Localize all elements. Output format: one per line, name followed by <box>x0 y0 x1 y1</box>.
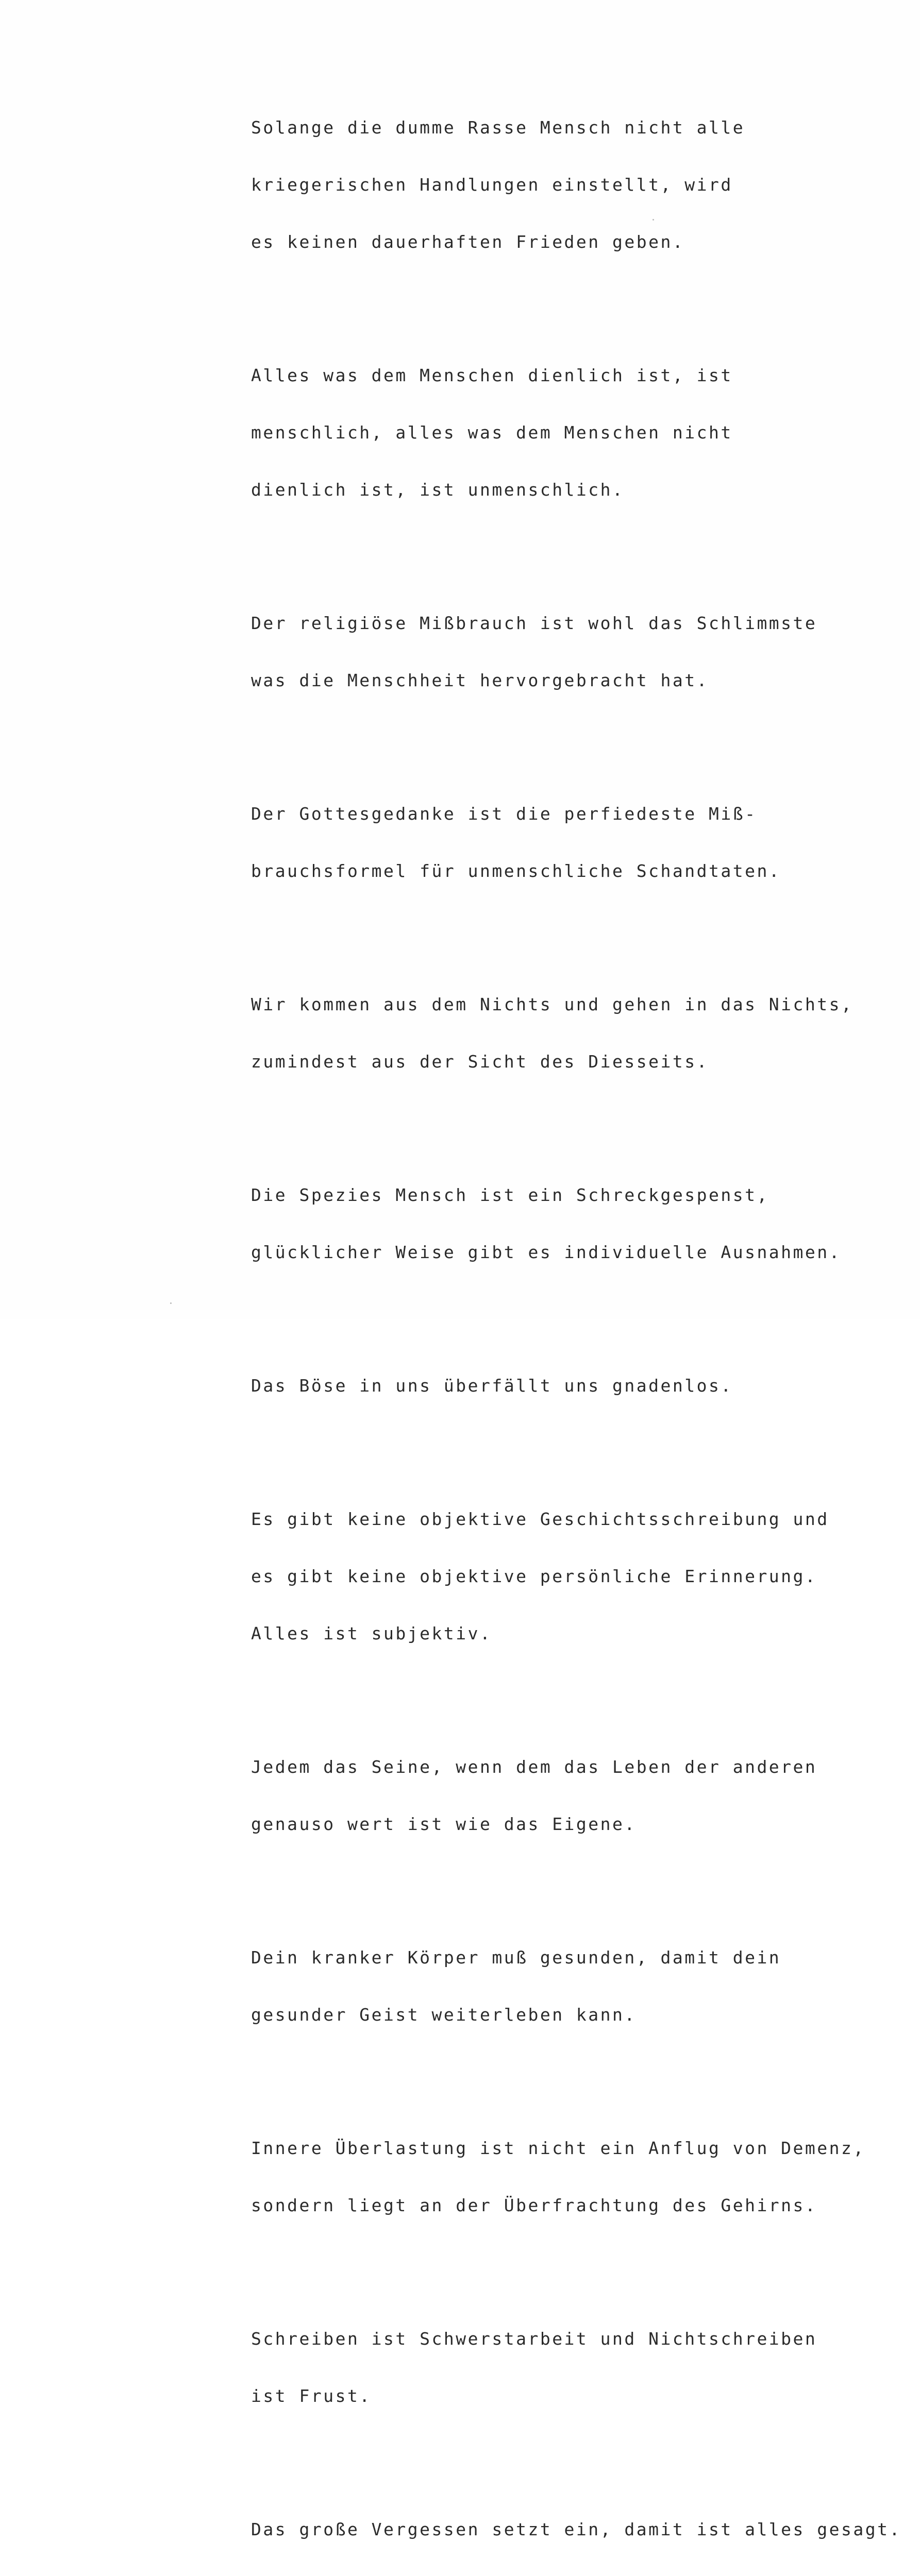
text-line: dienlich ist, ist unmenschlich. <box>251 480 625 500</box>
text-line: gesunder Geist weiterleben kann. <box>251 2005 637 2025</box>
aphorism-paragraph <box>251 957 880 1109</box>
text-line: Schreiben ist Schwerstarbeit und Nichtschreiben <box>251 2329 817 2349</box>
text-line: Jedem das Seine, wenn dem das Leben der anderen <box>251 1757 817 1777</box>
text-line: es keinen dauerhaften Frieden geben. <box>251 232 685 252</box>
typewritten-text <box>251 80 901 2576</box>
aphorism-paragraph <box>251 2291 880 2444</box>
aphorism-paragraph <box>251 80 880 290</box>
text-line: Es gibt keine objektive Geschichtsschreibung und <box>251 1509 829 1529</box>
text-line: brauchsformel für unmenschliche Schandtaten. <box>251 861 781 881</box>
text-line: Der Gottesgedanke ist die perfiedeste Miß- <box>251 804 757 824</box>
text-line: Alles ist subjektiv. <box>251 1623 492 1643</box>
text-line: Innere Überlastung ist nicht ein Anflug von Demenz, <box>251 2138 865 2158</box>
text-line: Das Böse in uns überfällt uns gnadenlos. <box>251 1376 733 1396</box>
text-line: es gibt keine objektive persönliche Erinnerung. <box>251 1566 817 1586</box>
text-line: Alles was dem Menschen dienlich ist, ist <box>251 365 733 385</box>
aphorism-paragraph <box>251 575 880 728</box>
paper-speck <box>170 1302 172 1304</box>
text-line: Der religiöse Mißbrauch ist wohl das Schlimmste <box>251 613 817 633</box>
text-line: Die Spezies Mensch ist ein Schreckgespenst, <box>251 1185 769 1205</box>
paper-speck <box>653 219 654 221</box>
aphorism-paragraph <box>251 1910 880 2062</box>
text-line: Solange die dumme Rasse Mensch nicht alle <box>251 117 745 138</box>
text-line: glücklicher Weise gibt es individuelle Ausnahmen. <box>251 1242 842 1262</box>
text-line: Das große Vergessen setzt ein, damit ist alles gesagt. <box>251 2519 901 2539</box>
aphorism-paragraph <box>251 2482 901 2576</box>
aphorism-paragraph <box>251 1147 880 1300</box>
text-line: ist Frust. <box>251 2386 372 2406</box>
aphorism-paragraph <box>251 1338 880 1433</box>
text-line: Wir kommen aus dem Nichts und gehen in das Nichts, <box>251 994 854 1014</box>
aphorism-paragraph <box>251 1471 880 1681</box>
text-line: Dein kranker Körper muß gesunden, damit dein <box>251 1947 781 1968</box>
text-line: was die Menschheit hervorgebracht hat. <box>251 670 709 690</box>
text-line: menschlich, alles was dem Menschen nicht <box>251 422 733 443</box>
text-line: zumindest aus der Sicht des Diesseits. <box>251 1052 709 1072</box>
text-line: sondern liegt an der Überfrachtung des Gehirns. <box>251 2195 817 2215</box>
aphorism-paragraph <box>251 1719 880 1872</box>
aphorism-paragraph <box>251 328 880 537</box>
aphorism-paragraph <box>251 766 880 919</box>
text-line: kriegerischen Handlungen einstellt, wird <box>251 175 733 195</box>
text-line: genauso wert ist wie das Eigene. <box>251 1814 637 1834</box>
aphorism-paragraph <box>251 2100 880 2253</box>
